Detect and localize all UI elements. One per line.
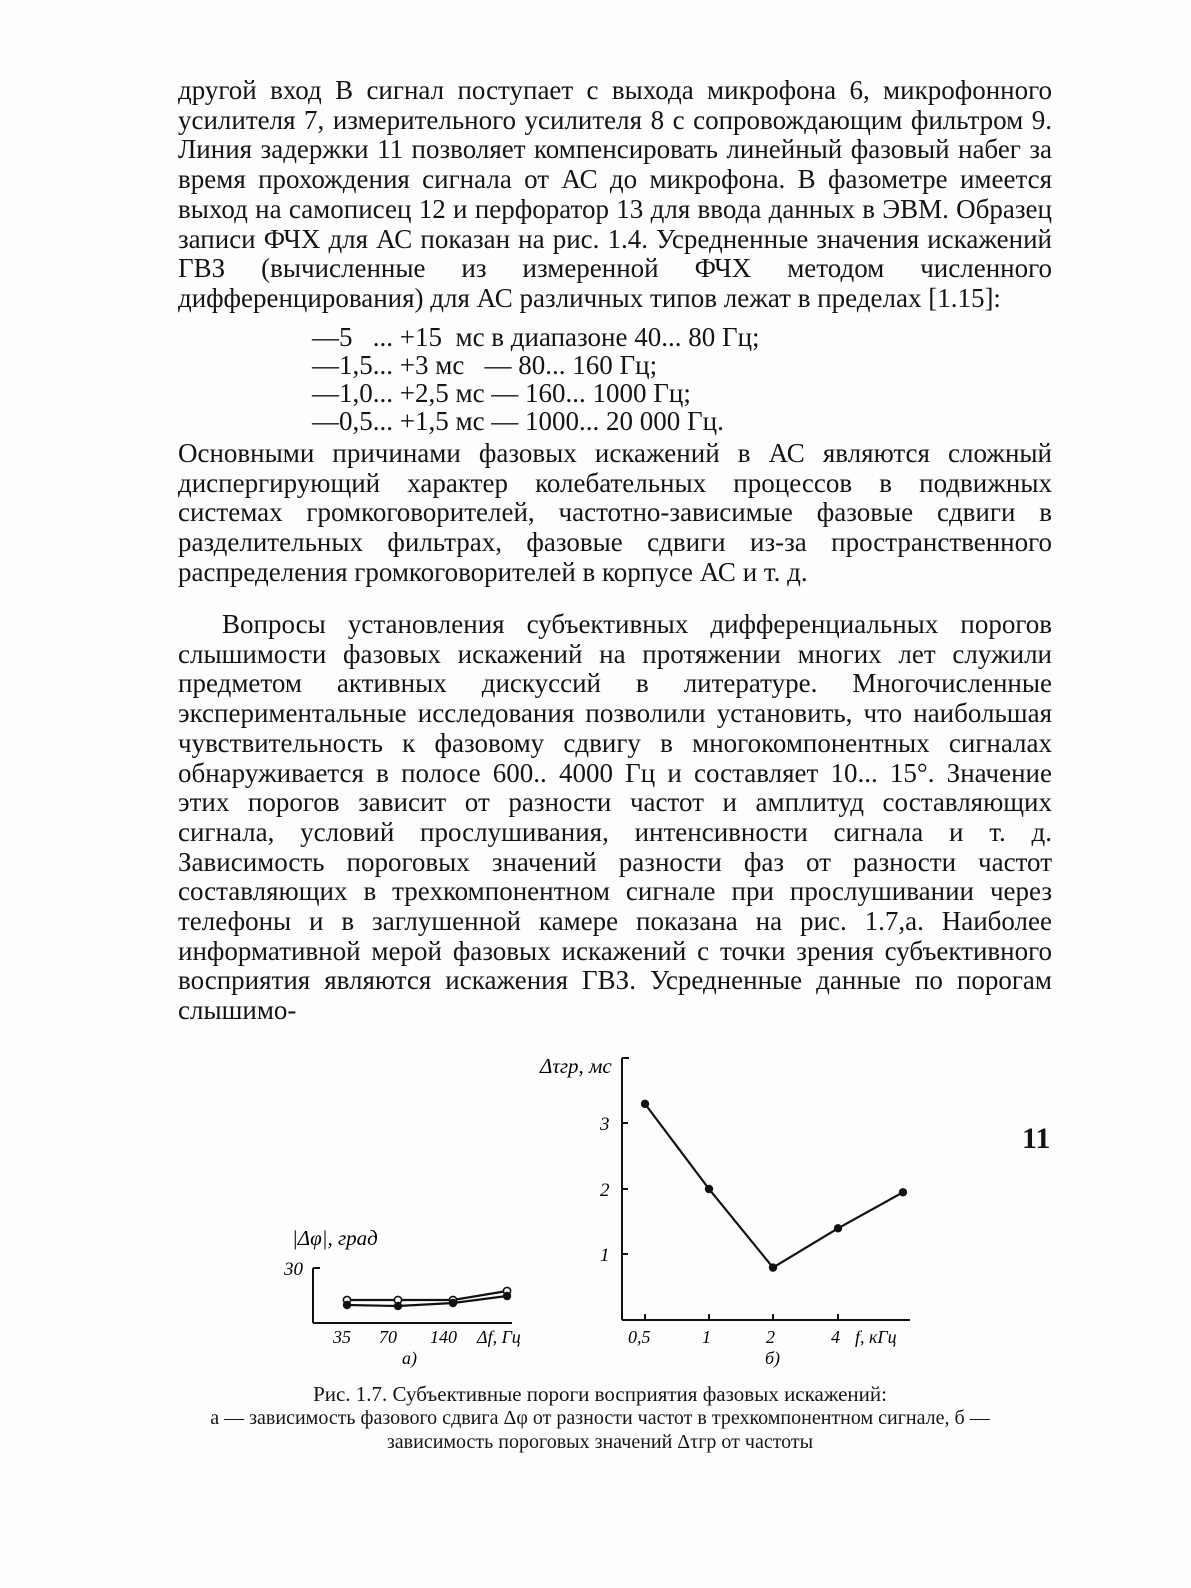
chart-b-panel-label: б) [765, 1348, 781, 1368]
range-line: —5 ... +15 мс в диапазоне 40... 80 Гц; [312, 322, 760, 352]
caption-title: Рис. 1.7. Субъективные пороги восприятия фазовых искажений: [313, 1382, 887, 1406]
chart-a-panel-label: а) [402, 1348, 417, 1368]
chart-a-xtick: 70 [379, 1327, 397, 1347]
chart-b-xtick: 0,5 [628, 1327, 651, 1347]
chart-a-xtick: 35 [333, 1327, 351, 1347]
chart-b-xtick: 4 [831, 1327, 840, 1347]
paragraph-causes: Основными причинами фазовых искажений в АС являются сложный диспергирующий характер колебательных процессов в подвижных системах громкоговорителей, частотно-зависимые фазовые сдвиги в разделительных фильтрах, фазовые сдвиги из-за пространственного распределения громкоговорителей в корпусе АС и т. д. [178, 438, 1052, 587]
chart-b-data-point [706, 1186, 713, 1193]
chart-b-data-point [770, 1264, 777, 1271]
chart-b-xtick: 1 [702, 1327, 711, 1347]
paragraph-thresholds: Вопросы установления субъективных дифференциальных порогов слышимости фазовых искажений на протяжении многих лет служили предметом активных дискуссий в литературе. Многочисленные экспериментальные исследования позволили установить, что наибольшая чувствительность к фазовому сдвигу в многокомпонентных сигналах обнаруживается в полосе 600.. 4000 Гц и составляет 10... 15°. Значение этих порогов зависит от разности частот и амплитуд составляющих сигнала, условий прослушивания, интенсивности сигнала и т. д. Зависимость пороговых значений разности фаз от разности частот составляющих в трехкомпонентном сигнале при прослушивании через телефоны и в заглушенной камере показана на рис. 1.7,а. Наиболее информативной мерой фазовых искажений с точки зрения субъективного восприятия являются искажения ГВЗ. Усредненные данные по порогам слышимо- [178, 609, 1052, 1026]
chart-b-data-point [835, 1225, 842, 1232]
chart-a-data-point [450, 1300, 457, 1307]
chart-b-series-line-1 [645, 1104, 903, 1268]
range-line: —0,5... +1,5 мс — 1000... 20 000 Гц. [312, 406, 724, 436]
chart-b-series-group [642, 1100, 907, 1271]
chart-a-data-point [395, 1303, 402, 1310]
chart-b-xtick: 2 [766, 1327, 775, 1347]
chart-panel-a [283, 1226, 521, 1369]
chart-a-xlabel: Δf, Гц [477, 1327, 521, 1347]
paragraph-intro: другой вход В сигнал поступает с выхода микрофона 6, микрофонного усилителя 7, измерительного усилителя 8 с сопровождающим фильтром 9. Линия задержки 11 позволяет компенсировать линейный фазовый набег за время прохождения сигнала от АС до микрофона. В фазометре имеется выход на самописец 12 и перфоратор 13 для ввода данных в ЭВМ. Образец записи ФЧХ для АС показан на рис. 1.4. Усредненные значения искажений ГВЗ (вычисленные из измеренной ФЧХ методом численного дифференцирования) для АС различных типов лежат в пределах [1.15]: [178, 75, 1052, 313]
chart-panel-b [539, 1054, 910, 1369]
figure-1-7 [0, 1040, 1191, 1400]
ranges-list [312, 323, 760, 435]
chart-a-xtick: 140 [430, 1327, 457, 1347]
caption-body: а — зависимость фазового сдвига Δφ от разности частот в трехкомпонентном сигнале, б — зависимость пороговых значений Δτгр от частоты [210, 1407, 990, 1453]
chart-b-data-point [900, 1189, 907, 1196]
page-number: 11 [1022, 1122, 1051, 1155]
chart-a-data-point [504, 1293, 511, 1300]
range-line: —1,5... +3 мс — 80... 160 Гц; [312, 350, 658, 380]
chart-b-xlabel: f, кГц [855, 1327, 897, 1347]
chart-b-ylabel: Δτгр, мс [540, 1054, 612, 1078]
chart-b-ytick: 1 [600, 1245, 610, 1266]
chart-b-ytick: 3 [600, 1114, 610, 1135]
chart-b-ytick: 2 [600, 1180, 610, 1201]
chart-a-ylabel: |Δφ|, град [292, 1226, 378, 1250]
chart-b-data-point [642, 1100, 649, 1107]
chart-a-series-group [343, 1287, 510, 1309]
figure-caption [170, 1382, 1030, 1454]
range-line: —1,0... +2,5 мс — 160... 1000 Гц; [312, 378, 691, 408]
chart-a-ytick: 30 [284, 1259, 303, 1280]
chart-a-data-point [344, 1302, 351, 1309]
